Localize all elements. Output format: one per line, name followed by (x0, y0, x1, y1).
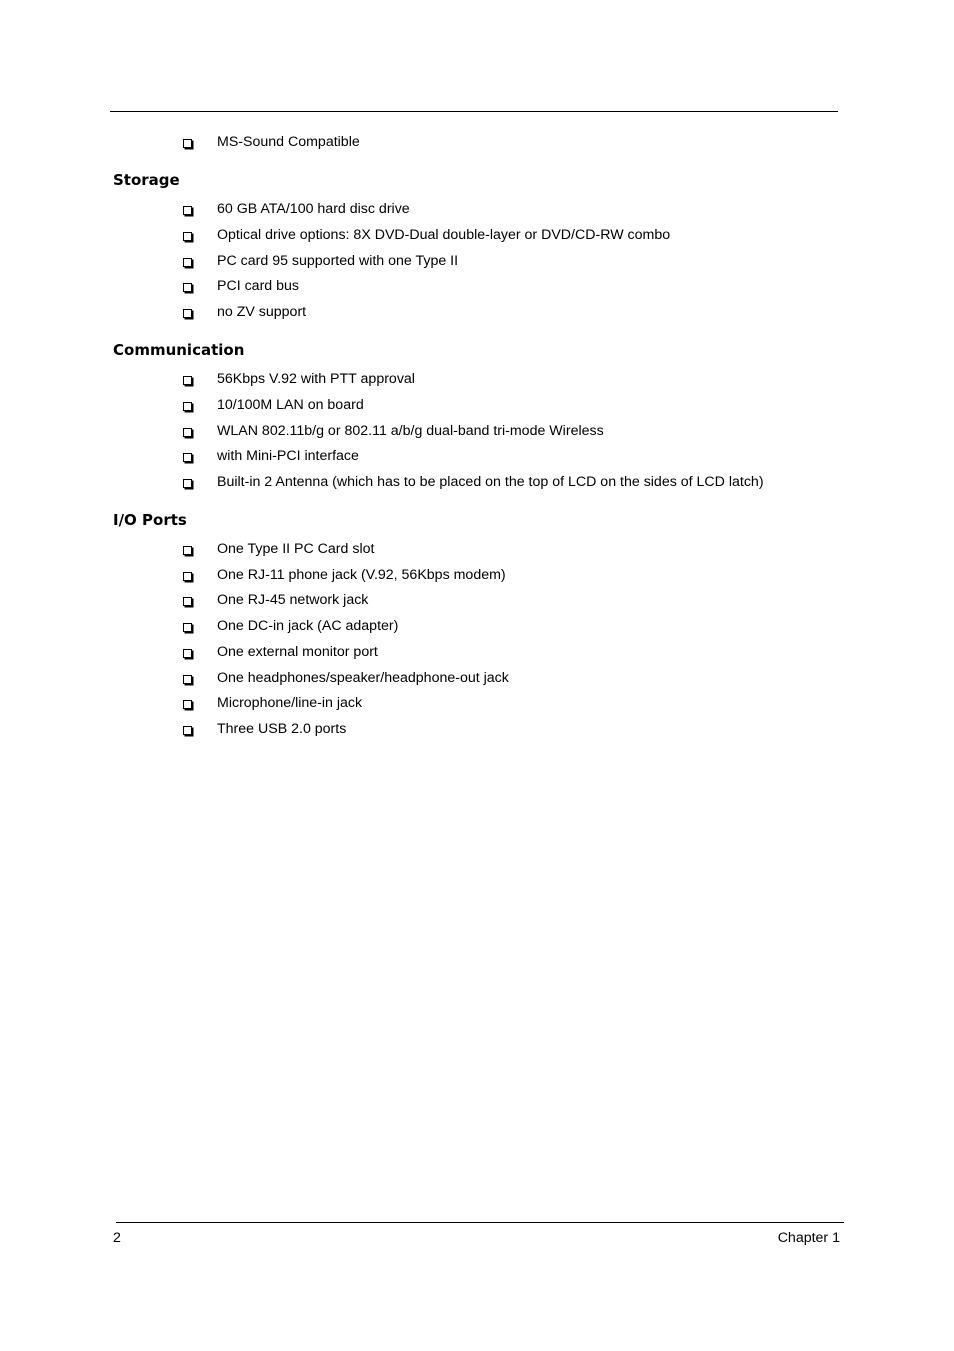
list-item (0, 470, 954, 496)
header-rule (110, 111, 838, 112)
checkbox-bullet-icon (183, 623, 192, 632)
checkbox-bullet-icon (183, 597, 192, 606)
list-item-text: with Mini-PCI interface (217, 448, 359, 465)
list-item (0, 614, 954, 640)
list-item-text: 60 GB ATA/100 hard disc drive (217, 201, 410, 218)
list-item (0, 537, 954, 563)
checkbox-bullet-icon (183, 675, 192, 684)
list-item-text: One external monitor port (217, 643, 378, 660)
list-item (0, 197, 954, 223)
list-item-text: One RJ-45 network jack (217, 592, 369, 609)
list-item-text: 56Kbps V.92 with PTT approval (217, 371, 415, 388)
checkbox-bullet-icon (183, 283, 192, 292)
list-item-text: One Type II PC Card slot (217, 541, 375, 558)
list-item (0, 274, 954, 300)
section-heading-text: Storage (113, 171, 180, 190)
checkbox-bullet-icon (183, 309, 192, 318)
checkbox-bullet-icon (183, 402, 192, 411)
list-item-text: PC card 95 supported with one Type II (217, 252, 459, 269)
list-item (0, 223, 954, 249)
checkbox-bullet-icon (183, 206, 192, 215)
checkbox-bullet-icon (183, 376, 192, 385)
list-item-text: no ZV support (217, 303, 307, 320)
checkbox-bullet-icon (183, 479, 192, 488)
section-heading-storage (0, 156, 954, 198)
list-item (0, 717, 954, 743)
list-item-text: One RJ-11 phone jack (V.92, 56Kbps modem) (217, 566, 506, 583)
checkbox-bullet-icon (183, 232, 192, 241)
checkbox-bullet-icon (183, 546, 192, 555)
checkbox-bullet-icon (183, 726, 192, 735)
footer-rule (116, 1222, 844, 1223)
page-number: 2 (113, 1230, 121, 1246)
list-item (0, 563, 954, 589)
list-item (0, 393, 954, 419)
checkbox-bullet-icon (183, 649, 192, 658)
list-item (0, 130, 954, 156)
list-item-text: MS-Sound Compatible (217, 134, 360, 150)
list-item-text: One DC-in jack (AC adapter) (217, 618, 399, 635)
list-item (0, 666, 954, 692)
list-item-text: Built-in 2 Antenna (which has to be placed on the top of LCD on the sides of LCD latch) (217, 473, 764, 490)
checkbox-bullet-icon (183, 453, 192, 462)
checkbox-bullet-icon (183, 428, 192, 437)
list-item (0, 300, 954, 326)
list-item (0, 419, 954, 445)
list-item-text: Three USB 2.0 ports (217, 720, 347, 737)
checkbox-bullet-icon (183, 258, 192, 267)
list-item-text: Optical drive options: 8X DVD-Dual double-layer or DVD/CD-RW combo (217, 226, 671, 243)
section-heading-text: Communication (113, 341, 245, 360)
list-item (0, 588, 954, 614)
list-item-text: One headphones/speaker/headphone-out jack (217, 669, 509, 686)
spec-list (0, 130, 954, 743)
checkbox-bullet-icon (183, 139, 192, 148)
list-item-text: 10/100M LAN on board (217, 396, 364, 413)
section-heading-communication (0, 326, 954, 368)
list-item-text: PCI card bus (217, 278, 300, 295)
list-item-text: Microphone/line-in jack (217, 695, 363, 712)
list-item-text: WLAN 802.11b/g or 802.11 a/b/g dual-band tri-mode Wireless (217, 422, 604, 439)
list-item (0, 367, 954, 393)
checkbox-bullet-icon (183, 700, 192, 709)
section-heading-io-ports (0, 496, 954, 538)
section-heading-text: I/O Ports (113, 511, 187, 530)
list-item (0, 444, 954, 470)
list-item (0, 640, 954, 666)
chapter-label: Chapter 1 (777, 1230, 840, 1246)
list-item (0, 249, 954, 275)
list-item (0, 691, 954, 717)
checkbox-bullet-icon (183, 572, 192, 581)
